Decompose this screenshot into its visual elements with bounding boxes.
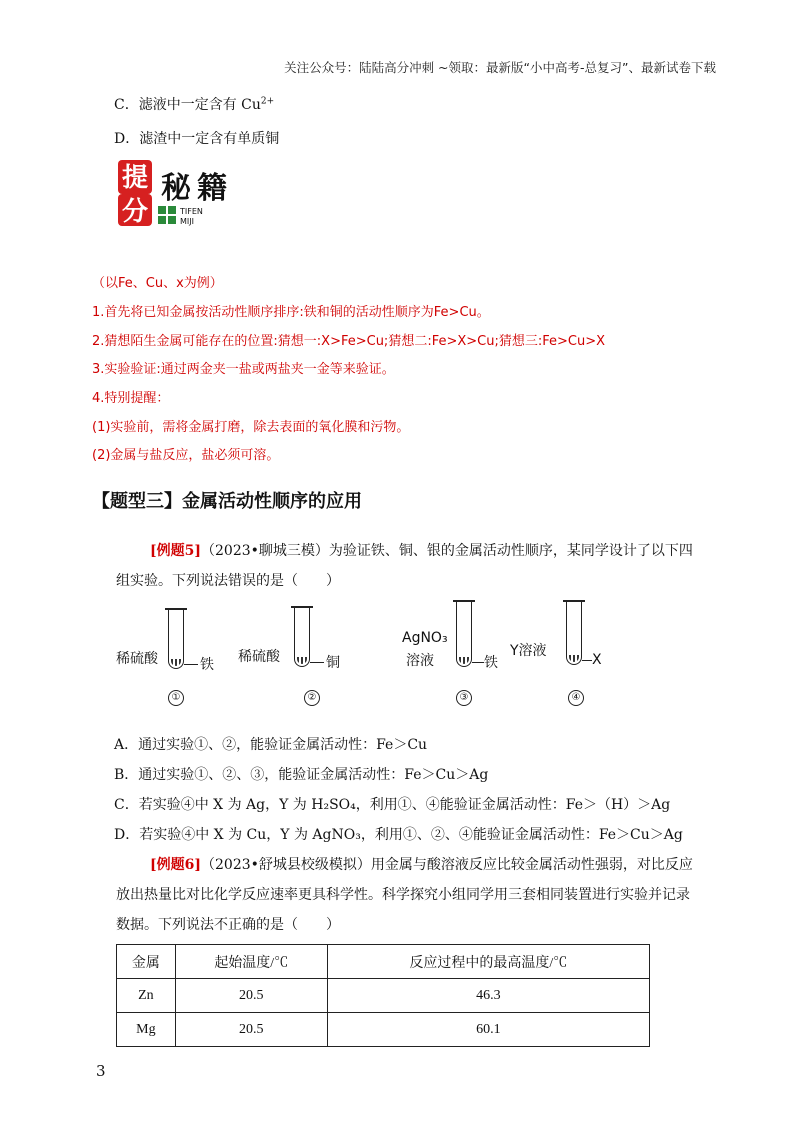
svg-text:籍: 籍 [197, 171, 227, 206]
tube4-number: ④ [568, 690, 584, 706]
example5-label: [例题5] [150, 543, 201, 559]
svg-text:提: 提 [121, 163, 149, 193]
svg-text:秘: 秘 [161, 171, 191, 206]
tube3-liquid-label-1: AgNO₃ [402, 630, 448, 646]
example6-label: [例题6] [150, 857, 201, 873]
experiment-figure [110, 600, 700, 720]
example5-text2: 组实验。下列说法错误的是（ ） [116, 573, 340, 589]
option-d: D．若实验④中 X 为 Cu，Y 为 AgNO₃，利用①、②、④能验证金属活动性：Fe＞Cu＞Ag [114, 827, 683, 843]
option-c-superscript: 2+ [260, 96, 275, 107]
option-c-prev [114, 94, 274, 114]
table-row [117, 1013, 650, 1047]
tip-line: (1)实验前，需将金属打磨，除去表面的氧化膜和污物。 [92, 420, 410, 435]
tip-line: (2)金属与盐反应，盐必须可溶。 [92, 448, 280, 463]
table-cell: Zn [117, 979, 176, 1013]
table-cell: 60.1 [327, 1013, 649, 1047]
option-b: B．通过实验①、②、③，能验证金属活动性：Fe＞Cu＞Ag [114, 767, 489, 783]
table-row [117, 979, 650, 1013]
table-cell: Mg [117, 1013, 176, 1047]
option-a: A．通过实验①、②，能验证金属活动性：Fe＞Cu [114, 737, 428, 753]
svg-text:分: 分 [121, 197, 149, 227]
test-tube-4 [566, 602, 582, 665]
test-tube-2 [294, 608, 310, 667]
tip-line: （以Fe、Cu、x为例） [92, 276, 223, 291]
data-table [116, 944, 650, 1047]
tube2-number: ② [304, 690, 320, 706]
option-d-prev: D．滤渣中一定含有单质铜 [114, 131, 280, 147]
example6-text3: 数据。下列说法不正确的是（ ） [116, 917, 340, 933]
option-c-text: C．滤液中一定含有 Cu [114, 97, 261, 113]
tube1-liquid-label: 稀硫酸 [116, 651, 158, 667]
header-note: 关注公众号：陆陆高分冲刺 ~领取：最新版“小中高考-总复习”、最新试卷下载 [284, 60, 716, 75]
tube4-metal-label: X [592, 652, 602, 668]
page-number: 3 [96, 1062, 106, 1080]
tip-line: 1.首先将已知金属按活动性顺序排序:铁和铜的活动性顺序为Fe>Cu。 [92, 305, 490, 320]
test-tube-3 [456, 602, 472, 667]
tube2-liquid-label: 稀硫酸 [238, 649, 280, 665]
svg-text:MIJI: MIJI [180, 217, 194, 226]
test-tube-1 [168, 610, 184, 669]
table-cell: 46.3 [327, 979, 649, 1013]
svg-text:TIFEN: TIFEN [180, 207, 203, 216]
tifen-miji-logo [116, 158, 236, 228]
tip-line: 4.特别提醒： [92, 391, 170, 406]
table-header-cell: 反应过程中的最高温度/℃ [327, 945, 649, 979]
table-header-cell: 金属 [117, 945, 176, 979]
tip-line: 2.猜想陌生金属可能存在的位置:猜想一:X>Fe>Cu;猜想二:Fe>X>Cu;猜想三:Fe>Cu>X [92, 334, 605, 349]
option-c: C．若实验④中 X 为 Ag，Y 为 H₂SO₄，利用①、④能验证金属活动性：Fe＞（H）＞Ag [114, 797, 671, 813]
table-header-cell: 起始温度/℃ [175, 945, 327, 979]
section-title: 【题型三】金属活动性顺序的应用 [92, 491, 362, 512]
table-cell: 20.5 [175, 979, 327, 1013]
tube1-number: ① [168, 690, 184, 706]
example6-text2: 放出热量比对比化学反应速率更具科学性。科学探究小组同学用三套相同装置进行实验并记录 [116, 887, 690, 903]
example6-text1: （2023•舒城县校级模拟）用金属与酸溶液反应比较金属活动性强弱，对比反应 [201, 857, 693, 873]
tube3-number: ③ [456, 690, 472, 706]
example5-text1: （2023•聊城三模）为验证铁、铜、银的金属活动性顺序，某同学设计了以下四 [201, 543, 693, 559]
example6-line1 [150, 850, 693, 880]
tube2-metal-label: 铜 [326, 655, 340, 671]
example5-line1 [150, 536, 693, 566]
tube4-liquid-label: Y溶液 [510, 643, 547, 659]
tip-line: 3.实验验证:通过两金夹一盐或两盐夹一金等来验证。 [92, 362, 395, 377]
tube1-metal-label: 铁 [200, 657, 214, 673]
tube3-metal-label: 铁 [484, 655, 498, 671]
table-cell: 20.5 [175, 1013, 327, 1047]
table-header-row [117, 945, 650, 979]
tube3-liquid-label-2: 溶液 [406, 653, 434, 669]
